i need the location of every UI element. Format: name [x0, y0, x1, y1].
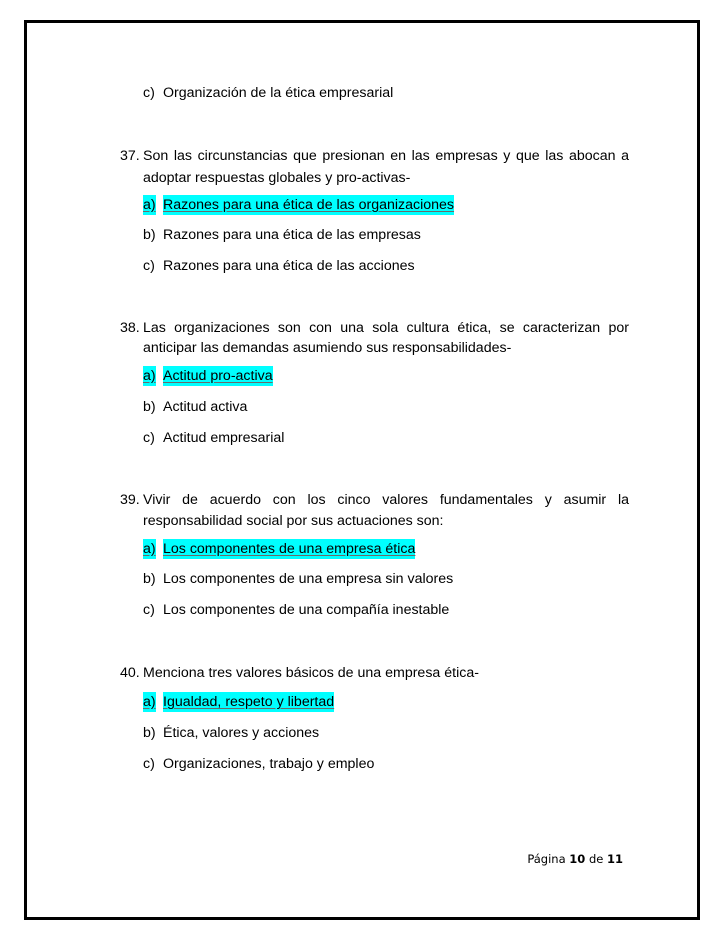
question-text-line: Son las circunstancias que presionan en las empresas y que las abocan a [143, 148, 629, 164]
option-text-highlighted: Los componentes de una empresa ética [163, 541, 416, 557]
question-number: 38. [120, 320, 140, 336]
question-text-line: Vivir de acuerdo con los cinco valores fundamentales y asumir la [143, 492, 629, 508]
option-letter-highlighted: a) [143, 368, 156, 384]
option-letter: c) [143, 756, 155, 772]
option-letter-highlighted: a) [143, 197, 156, 213]
option-letter: c) [143, 258, 155, 274]
question-number: 39. [120, 492, 140, 508]
option-text: Los componentes de una compañía inestable [163, 602, 450, 618]
page-number-footer [527, 852, 623, 866]
question-text-line: Menciona tres valores básicos de una empresa ética- [143, 665, 479, 681]
question-text-line: responsabilidad social por sus actuaciones son: [143, 513, 444, 529]
option-text: Los componentes de una empresa sin valores [163, 571, 454, 587]
option-letter: b) [143, 227, 156, 243]
question-text-line: adoptar respuestas globales y pro-activas- [143, 170, 411, 186]
option-letter-highlighted: a) [143, 541, 156, 557]
question-number: 40. [120, 665, 140, 681]
option-letter: b) [143, 399, 156, 415]
option-letter: c) [143, 602, 155, 618]
option-text: Actitud empresarial [163, 430, 285, 446]
option-text-highlighted: Razones para una ética de las organizaciones [163, 197, 455, 213]
option-letter-highlighted: a) [143, 694, 156, 710]
question-text-line: anticipar las demandas asumiendo sus responsabilidades- [143, 340, 512, 356]
footer-separator: de [588, 852, 604, 866]
option-text-highlighted: Actitud pro-activa [163, 368, 273, 384]
option-text: Actitud activa [163, 399, 248, 415]
footer-prefix: Página [527, 852, 566, 866]
option-text: Organización de la ética empresarial [163, 85, 394, 101]
option-letter: b) [143, 725, 156, 741]
option-text: Organizaciones, trabajo y empleo [163, 756, 375, 772]
option-letter: c) [143, 85, 155, 101]
option-text-highlighted: Igualdad, respeto y libertad [163, 694, 335, 710]
footer-current-page: 10 [569, 852, 586, 866]
option-letter: c) [143, 430, 155, 446]
option-letter: b) [143, 571, 156, 587]
option-text: Ética, valores y acciones [163, 725, 320, 741]
question-number: 37. [120, 148, 140, 164]
option-text: Razones para una ética de las acciones [163, 258, 415, 274]
option-text: Razones para una ética de las empresas [163, 227, 421, 243]
question-text-line: Las organizaciones son con una sola cultura ética, se caracterizan por [143, 320, 629, 336]
footer-total-pages: 11 [606, 852, 623, 866]
